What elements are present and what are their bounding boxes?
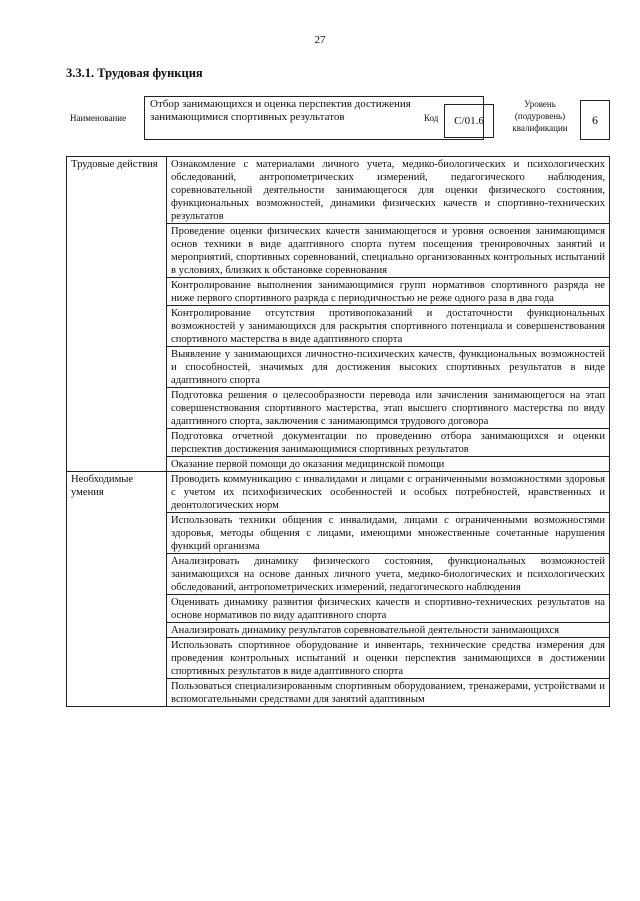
labor-function-table bbox=[66, 156, 610, 707]
section-title: 3.3.1. Трудовая функция bbox=[66, 66, 203, 80]
table-cell: Подготовка решения о целесообразности перевода или зачисления занимающегося на этап совершенствования спортивного мастерства, этап высшего спортивного мастерства по виду адаптивного спорта, заключения с занимающимся трудового договора bbox=[167, 388, 610, 429]
table-cell: Оценивать динамику развития физических качеств и спортивно-технических результатов на основе нормативов по виду адаптивного спорта bbox=[167, 595, 610, 623]
name-label: Наименование bbox=[70, 113, 127, 123]
level-value: 6 bbox=[592, 112, 598, 127]
table-cell bbox=[167, 679, 610, 707]
table-cell: Использовать техники общения с инвалидами, лицами с ограниченными возможностями здоровья, методы общения с лицами, имеющими множественные сочетанные нарушения функций организма bbox=[167, 513, 610, 554]
table-cell: Оказание первой помощи до оказания медицинской помощи bbox=[167, 457, 610, 472]
truncated-cell-text: Пользоваться специализированным спортивным оборудованием, тренажерами, устройствами и вспомогательными средствами для занятий адаптивным bbox=[171, 681, 605, 705]
table-row bbox=[67, 157, 610, 224]
table-cell: Анализировать динамику физического состояния, функциональных возможностей занимающихся на основе данных личного учета, медико-биологических и психологических обследований, антропометрических измерений, педагогического наблюдения bbox=[167, 554, 610, 595]
table-cell: Выявление у занимающихся личностно-психических качеств, функциональных возможностей и способностей, значимых для достижения высоких спортивных результатов в виде адаптивного спорта bbox=[167, 347, 610, 388]
table-cell: Анализировать динамику результатов соревновательной деятельности занимающихся bbox=[167, 623, 610, 638]
level-box bbox=[580, 100, 610, 140]
table-cell: Контролирование выполнения занимающимися групп нормативов спортивного разряда не ниже первого спортивного разряда с периодичностью не реже одного раза в два года bbox=[167, 278, 610, 306]
table-cell: Подготовка отчетной документации по проведению отбора занимающихся и оценки перспектив достижения занимающимися спортивных результатов bbox=[167, 429, 610, 457]
code-label: Код bbox=[424, 113, 439, 123]
table-cell: Проведение оценки физических качеств занимающегося и уровня освоения занимающимся основ техники в виде адаптивного спорта путем посещения тренировочных занятий и мероприятий, спортивных соревнований, специально организованных контрольных испытаний в условиях, близких к обстановке соревнования bbox=[167, 224, 610, 278]
page-number: 27 bbox=[314, 34, 326, 46]
table-row bbox=[67, 472, 610, 513]
function-name: Отбор занимающихся и оценка перспектив достижения занимающимися спортивных результатов bbox=[150, 98, 411, 123]
table-cell: Использовать спортивное оборудование и инвентарь, технические средства измерения для проведения контрольных испытаний и оценки перспектив занимающихся в достижении спортивных результатов в виде адаптивного спорта bbox=[167, 638, 610, 679]
function-header bbox=[66, 96, 610, 142]
table-cell: Проводить коммуникацию с инвалидами и лицами с ограниченными возможностями здоровья с учетом их психофизических особенностей и особых потребностей, нравственных и деонтологических норм bbox=[167, 472, 610, 513]
table-cell: Ознакомление с материалами личного учета, медико-биологических и психологических обследований, антропометрических измерений, педагогического наблюдения, соревновательной деятельности занимающегося для оценки физического состояния, функциональных возможностей, динамики физических качеств и спортивно-технических результатов bbox=[167, 157, 610, 224]
section-title-skills: Необходимые умения bbox=[67, 472, 167, 707]
table-cell: Контролирование отсутствия противопоказаний и достаточности функциональных возможностей у занимающихся для раскрытия спортивного потенциала и совершенствования спортивного мастерства в виде адаптивного спорта bbox=[167, 306, 610, 347]
code-value: С/01.6 bbox=[454, 115, 484, 127]
level-label: Уровень (подуровень) квалификации bbox=[512, 99, 568, 133]
code-box bbox=[444, 104, 494, 138]
section-title-actions: Трудовые действия bbox=[67, 157, 167, 472]
